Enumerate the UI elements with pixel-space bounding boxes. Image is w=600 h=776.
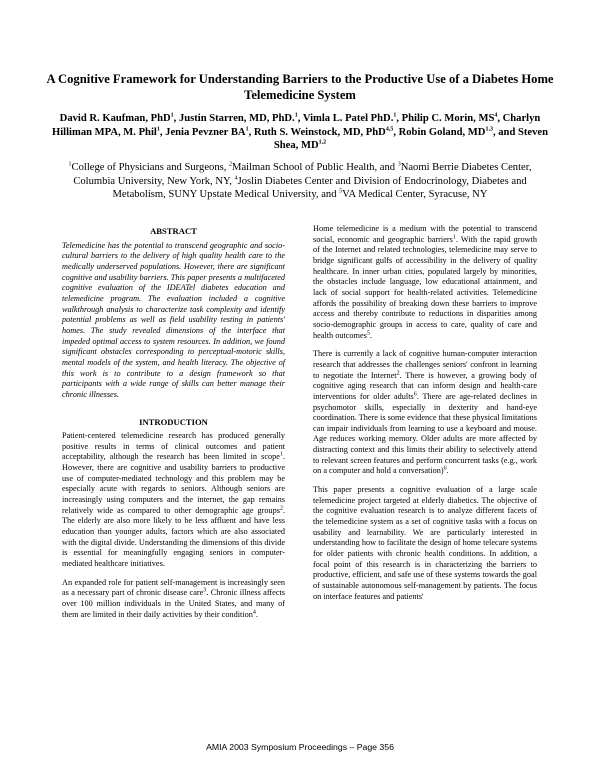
author: Ruth S. Weinstock, MD, PhD$^{4,5}$, <box>253 126 399 138</box>
abstract-text: Telemedicine has the potential to transcend geographic and socio-cultural barriers to the delivery of high quality health care to the medically underserved populations. However, there are significant cognitive and usability barriers. This paper presents a multifaceted cognitive evaluation of the IDEATel diabetes education and telemedicine program. The evaluation included a cognitive walkthrough analysis to characterize task complexity and identify potential problems as well as field usability testing in patients' homes. The study revealed dimensions of the interface that impeded optimal access to system resources. In addition, we found significant obstacles corresponding to perceptual-motoric skills, mental models of the system, and health literacy. The objective of this work is to contribute to a design framework so that participants with a wide range of skills can better manage their chronic illnesses. <box>62 240 285 399</box>
author: Charlyn Hilliman MPA, M. Phil$^1$, <box>51 113 541 138</box>
paragraph: An expanded role for patient self-management is increasingly seen as a necessary part of chronic disease care$^3$. Chronic illness affects over 100 million individuals in the United States, and many of them are limited in their daily activities by their condition$^4$. <box>62 577 286 619</box>
author: Jenia Pevzner $BA^1$, <box>165 126 254 138</box>
abstract-heading: ABSTRACT <box>150 226 197 236</box>
author-list <box>50 112 550 153</box>
author: Philip C. Morin, $MS^4$, <box>401 112 503 124</box>
paragraph: There is currently a lack of cognitive human-computer interaction research that addresses the challenges seniors' confront in learning to negotiate the Internet$^2$. There is however, a growing body of cognitive aging research that can inform design and health-care interventions for older adults$^6$. There are age-related declines in psychomotor skills, especially in dexterity and hand-eye coordination. There is some evidence that these physical limitations can impair individuals from learning to use a keyboard and mouse. Age reduces working memory. Older adults are more affected by distracting context and this limits their ability to selectively attend to relevant screen features and perform concurrent tasks (e.g., work on a computer and hold a conversation)$^6$. <box>313 349 537 476</box>
paper-title: A Cognitive Framework for Understanding Barriers to the Productive Use of a Diabetes Home Telemedicine System <box>46 72 554 102</box>
affiliations: $^1$College of Physicians and Surgeons, $^2$Mailman School of Public Health, and $^3$Naomi Berrie Diabetes Center, Columbia University, New York, NY, $^4$Joslin Diabetes Center and Division of Endocrinology, Diabetes and Metabolism, SUNY Upstate Medical University, and $^5$VA Medical Center, Syracuse, NY <box>68 161 532 201</box>
author: and Steven Shea, MD$^{1,2}$ <box>273 126 548 152</box>
author: Justin Starren, MD, PhD.$^1$, <box>178 112 303 124</box>
author: Vimla L. Patel PhD.$^1$, <box>302 112 402 124</box>
right-column <box>313 224 537 610</box>
author: Robin Goland, MD$^{1,3}$, <box>398 126 499 138</box>
paragraph: Patient-centered telemedicine research has produced generally positive results in terms of clinical outcomes and patient acceptability, although the research has been limited in scope$^1$. However, there are cognitive and usability barriers to productive use of computer-mediated technology and this problem may be especially acute with regards to seniors. Although seniors are increasingly using computers and the internet, the gap remains relatively wide as compared to other demographic age groups$^2$. The elderly are also more likely to be less affluent and have less education than younger adults, factors which are also associated with the digital divide. Understanding the dimensions of this divide is essential for meaningfully engaging seniors in computer-mediated healthcare initiatives. <box>62 431 285 569</box>
introduction-heading: INTRODUCTION <box>139 416 208 427</box>
left-column <box>62 226 285 628</box>
paragraph: Home telemedicine is a medium with the potential to transcend social, economic and geographic barriers$^1$. With the rapid growth of the Internet and related technologies, telemedicine may serve to bridge significant gulfs of accessibility in the delivery of quality healthcare. In inner urban cities, populated largely by minorities, the obstacles include language, low educational attainment, and lack of social support for health-related activities. Telemedicine affords the possibility of breaking down these barriers to improve access and thereby contribute to reductions in disparities among socio-demographic groups in access to care, quality of care and health outcomes$^5$. <box>313 224 537 340</box>
paragraph: This paper presents a cognitive evaluation of a large scale telemedicine project targeted at elderly diabetics. The objective of the cognitive evaluation research is to analyze different facets of the telemedicine system as a set of cognitive tasks with a focus on usability and learnability. We are particularly interested in understanding how to facilitate the design of home telecare systems for older patients with chronic health conditions. In addition, a focal point of this research is in characterizing the barriers to productive, efficient, and safe use of these systems towards the goal of sustainable autonomous self-management by patients. The focus on interface features and patients' <box>313 485 537 601</box>
page-footer: AMIA 2003 Symposium Proceedings – Page 356 <box>206 742 394 752</box>
author: David R. Kaufman, PhD$^1$, <box>59 112 179 124</box>
